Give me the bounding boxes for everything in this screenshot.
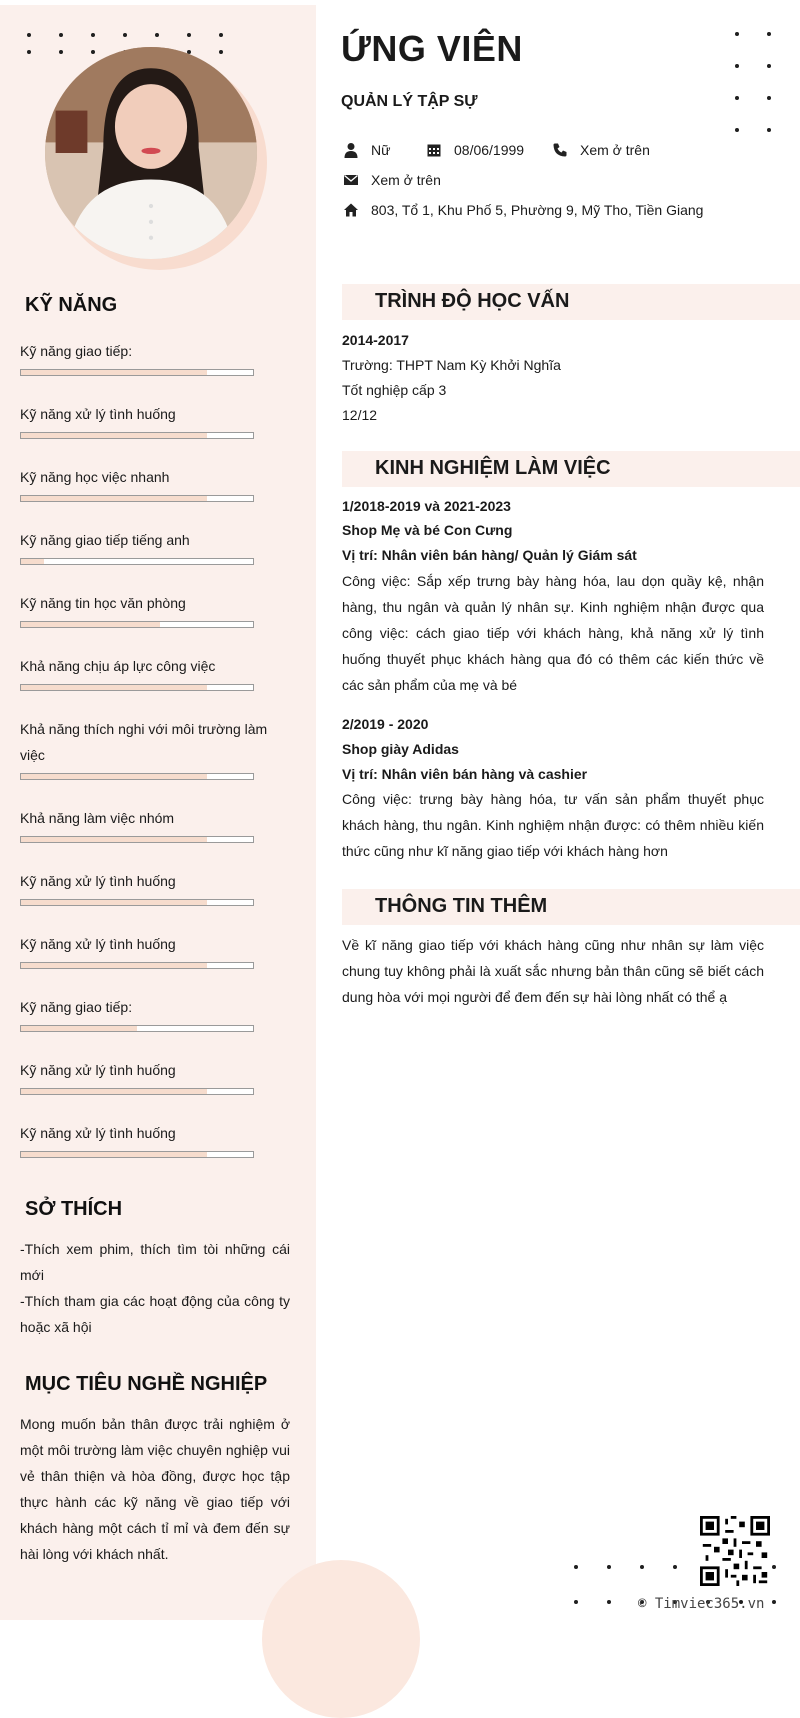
extra-title: THÔNG TIN THÊM bbox=[375, 895, 548, 917]
phone-value: Xem ở trên bbox=[580, 142, 650, 158]
gender-value: Nữ bbox=[371, 142, 391, 158]
extra-text: Về kĩ năng giao tiếp với khách hàng cũng như nhân sự làm việc chung tuy không phải là xuất sắc nhưng bản thân cũng sẽ biết cách dung hòa với mọi người để đem đến sự hài lòng nhất có thể ạ bbox=[342, 937, 764, 1005]
skill-level-fill bbox=[21, 1026, 137, 1031]
skill-level-bar bbox=[20, 836, 254, 843]
email-row bbox=[343, 170, 441, 190]
phone-icon bbox=[552, 142, 568, 158]
brand-watermark: © Timviec365.vn bbox=[638, 1596, 765, 1612]
skill-label: Kỹ năng xử lý tình huống bbox=[20, 1125, 176, 1141]
job-1-role: Vị trí: Nhân viên bán hàng/ Quản lý Giám sát bbox=[342, 547, 637, 563]
skill-level-bar bbox=[20, 621, 254, 628]
skill-level-bar bbox=[20, 1088, 254, 1095]
skill-level-bar bbox=[20, 432, 254, 439]
decorative-dots-top-right bbox=[735, 32, 771, 132]
job-2-role: Vị trí: Nhân viên bán hàng và cashier bbox=[342, 766, 588, 782]
calendar-icon bbox=[426, 142, 442, 158]
skill-level-bar bbox=[20, 899, 254, 906]
job-2-period: 2/2019 - 2020 bbox=[342, 716, 429, 732]
skill-level-bar bbox=[20, 369, 254, 376]
job-2-company: Shop giày Adidas bbox=[342, 741, 459, 757]
person-icon bbox=[343, 142, 359, 158]
extra-header bbox=[342, 889, 800, 925]
skill-level-fill bbox=[21, 622, 160, 627]
skill-label: Kỹ năng xử lý tình huống bbox=[20, 1062, 176, 1078]
skill-level-fill bbox=[21, 1152, 207, 1157]
skill-level-bar bbox=[20, 962, 254, 969]
hobbies-title: SỞ THÍCH bbox=[25, 1198, 123, 1220]
qr-code-icon bbox=[700, 1516, 770, 1586]
skill-label: Kỹ năng giao tiếp: bbox=[20, 343, 133, 359]
skill-label: Kỹ năng xử lý tình huống bbox=[20, 406, 176, 422]
skill-level-fill bbox=[21, 1089, 207, 1094]
candidate-position: QUẢN LÝ TẬP SỰ bbox=[341, 93, 478, 110]
skill-level-fill bbox=[21, 837, 207, 842]
hobbies-text: -Thích xem phim, thích tìm tòi những cái mới -Thích tham gia các hoạt động của công ty hoặc xã hội bbox=[20, 1241, 290, 1335]
skill-level-fill bbox=[21, 433, 207, 438]
experience-header bbox=[342, 451, 800, 487]
address-row bbox=[343, 200, 703, 220]
education-degree: Tốt nghiệp cấp 3 bbox=[342, 382, 447, 398]
skill-level-bar bbox=[20, 558, 254, 565]
job-1-company: Shop Mẹ và bé Con Cưng bbox=[342, 522, 513, 538]
skill-label: Khả năng chịu áp lực công việc bbox=[20, 658, 216, 674]
gender-row bbox=[343, 140, 390, 160]
home-icon bbox=[343, 202, 359, 218]
experience-title: KINH NGHIỆM LÀM VIỆC bbox=[375, 457, 611, 479]
education-grade: 12/12 bbox=[342, 407, 378, 423]
skill-level-fill bbox=[21, 370, 207, 375]
skill-level-fill bbox=[21, 774, 207, 779]
phone-row bbox=[552, 140, 650, 160]
decorative-circle bbox=[262, 1560, 420, 1718]
skill-label: Kỹ năng học việc nhanh bbox=[20, 469, 170, 485]
skill-level-bar bbox=[20, 1025, 254, 1032]
job-2-description: Công việc: trưng bày hàng hóa, tư vấn sản phẩm thuyết phục khách hàng, thu ngân. Kinh nghiệm nhận được: có thêm nhiều kiến thức cũng như kĩ năng giao tiếp với khách hàng hơn bbox=[342, 791, 764, 859]
education-header bbox=[342, 284, 800, 320]
candidate-name: ỨNG VIÊN bbox=[341, 28, 523, 69]
skill-label: Kỹ năng xử lý tình huống bbox=[20, 873, 176, 889]
dob-value: 08/06/1999 bbox=[454, 142, 525, 158]
skill-level-fill bbox=[21, 685, 207, 690]
skill-label: Kỹ năng tin học văn phòng bbox=[20, 595, 186, 611]
objective-text: Mong muốn bản thân được trải nghiệm ở một môi trường làm việc chuyên nghiệp vui vẻ thân thiện và hòa đồng, được học tập thực hành các kỹ năng về giao tiếp với khách hàng một cách tỉ mỉ và đem đến sự hài lòng với khách nhất. bbox=[20, 1416, 290, 1562]
skill-level-fill bbox=[21, 963, 207, 968]
skill-level-fill bbox=[21, 496, 207, 501]
skill-level-bar bbox=[20, 684, 254, 691]
education-title: TRÌNH ĐỘ HỌC VẤN bbox=[375, 290, 570, 312]
email-value: Xem ở trên bbox=[371, 172, 441, 188]
skill-label: Khả năng thích nghi với môi trường làm việc bbox=[20, 721, 268, 763]
address-value: 803, Tổ 1, Khu Phố 5, Phường 9, Mỹ Tho, Tiền Giang bbox=[371, 202, 704, 218]
objective-title: MỤC TIÊU NGHỀ NGHIỆP bbox=[25, 1373, 268, 1395]
job-1-period: 1/2018-2019 và 2021-2023 bbox=[342, 498, 511, 514]
skill-label: Khả năng làm việc nhóm bbox=[20, 810, 175, 826]
skill-level-bar bbox=[20, 495, 254, 502]
education-period: 2014-2017 bbox=[342, 332, 409, 348]
skill-label: Kỹ năng giao tiếp tiếng anh bbox=[20, 532, 190, 548]
skill-level-bar bbox=[20, 773, 254, 780]
avatar bbox=[45, 47, 257, 259]
skill-level-bar bbox=[20, 1151, 254, 1158]
skill-label: Kỹ năng giao tiếp: bbox=[20, 999, 133, 1015]
education-school: Trường: THPT Nam Kỳ Khởi Nghĩa bbox=[342, 357, 561, 373]
skill-level-fill bbox=[21, 559, 44, 564]
skill-label: Kỹ năng xử lý tình huống bbox=[20, 936, 176, 952]
envelope-icon bbox=[343, 172, 359, 188]
job-1-description: Công việc: Sắp xếp trưng bày hàng hóa, lau dọn quầy kệ, nhận hàng, thu ngân và quản lý nhân sự. Kinh nghiệm nhận được qua công việc: cách giao tiếp với khách hàng, khả năng xử lý tình huống thuyết phục khách hàng qua đó có thêm các kiến thức về các sản phẩm của mẹ và bé bbox=[342, 573, 764, 693]
dob-row bbox=[426, 140, 524, 160]
skills-title: KỸ NĂNG bbox=[25, 294, 118, 316]
skill-level-fill bbox=[21, 900, 207, 905]
